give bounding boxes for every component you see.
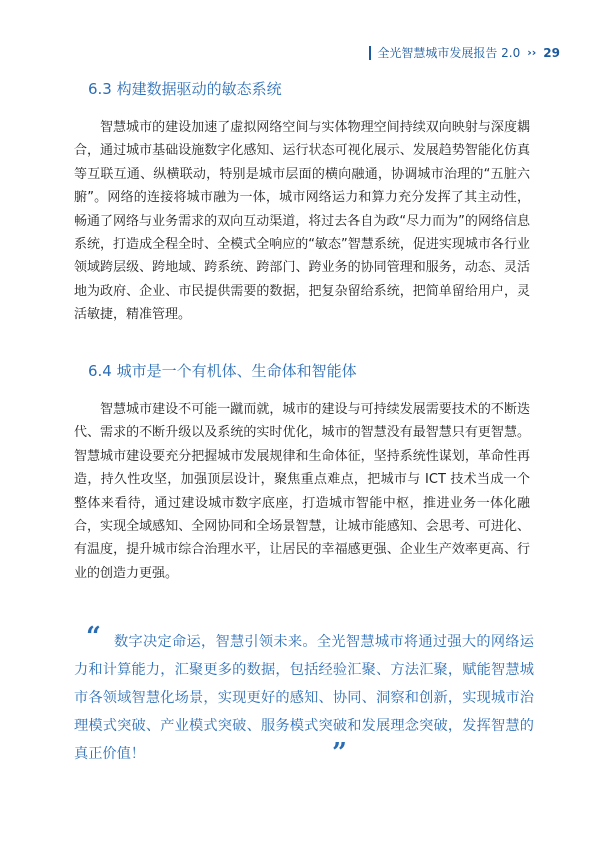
pull-quote-text: 数字决定命运，智慧引领未来。全光智慧城市将通过强大的网络运力和计算能力，汇聚更多的数据，包括经验汇聚、方法汇聚，赋能智慧城市各领域智慧化场景，实现更好的感知、协同、洞察和创新，实现城市治理模式突破、产业模式突破、服务模式突破和发展理念突破，发挥智慧的真正价值！	[74, 634, 534, 762]
open-quote-mark: “	[86, 622, 101, 652]
page-number: 29	[543, 45, 560, 60]
section-6-4-heading: 6.4 城市是一个有机体、生命体和智能体	[88, 362, 357, 380]
pull-quote	[74, 622, 534, 768]
section-6-4-body: 智慧城市建设不可能一蹴而就，城市的建设与可持续发展需要技术的不断迭代、需求的不断升级以及系统的实时优化，城市的智慧没有最智慧只有更智慧。智慧城市建设要充分把握城市发展规律和生命体征，坚持系统性谋划，革命性再造，持久性攻坚，加强顶层设计，聚焦重点难点，把城市与 ICT 技术当成一个整体来看待，通过建设城市数字底座，打造城市智能中枢，推进业务一体化融合，实现全域感知、全网协同和全场景智慧，让城市能感知、会思考、可进化、有温度，提升城市综合治理水平，让居民的幸福感更强、企业生产效率更高、行业的创造力更强。	[74, 402, 530, 581]
close-quote-mark: ”	[332, 738, 347, 768]
report-title: 全光智慧城市发展报告 2.0	[377, 46, 521, 60]
section-6-3-body: 智慧城市的建设加速了虚拟网络空间与实体物理空间持续双向映射与深度耦合，通过城市基础设施数字化感知、运行状态可视化展示、发展趋势智能化仿真等互联互通、纵横联动，特别是城市层面的横向融通，协调城市治理的“五脏六腑”。网络的连接将城市融为一体，城市网络运力和算力充分发挥了其主动性，畅通了网络与业务需求的双向互动渠道，将过去各自为政“尽力而为”的网络信息系统，打造成全程全时、全模式全响应的“敏态”智慧系统，促进实现城市各行业领域跨层级、跨地域、跨系统、跨部门、跨业务的协同管理和服务，动态、灵活地为政府、企业、市民提供需要的数据，把复杂留给系统，把简单留给用户，灵活敏捷，精准管理。	[74, 120, 530, 323]
section-6-3-heading: 6.3 构建数据驱动的敏态系统	[88, 80, 282, 98]
running-header	[369, 44, 560, 61]
chevron-icon: ››	[527, 46, 537, 59]
header-divider-bar	[369, 46, 371, 60]
